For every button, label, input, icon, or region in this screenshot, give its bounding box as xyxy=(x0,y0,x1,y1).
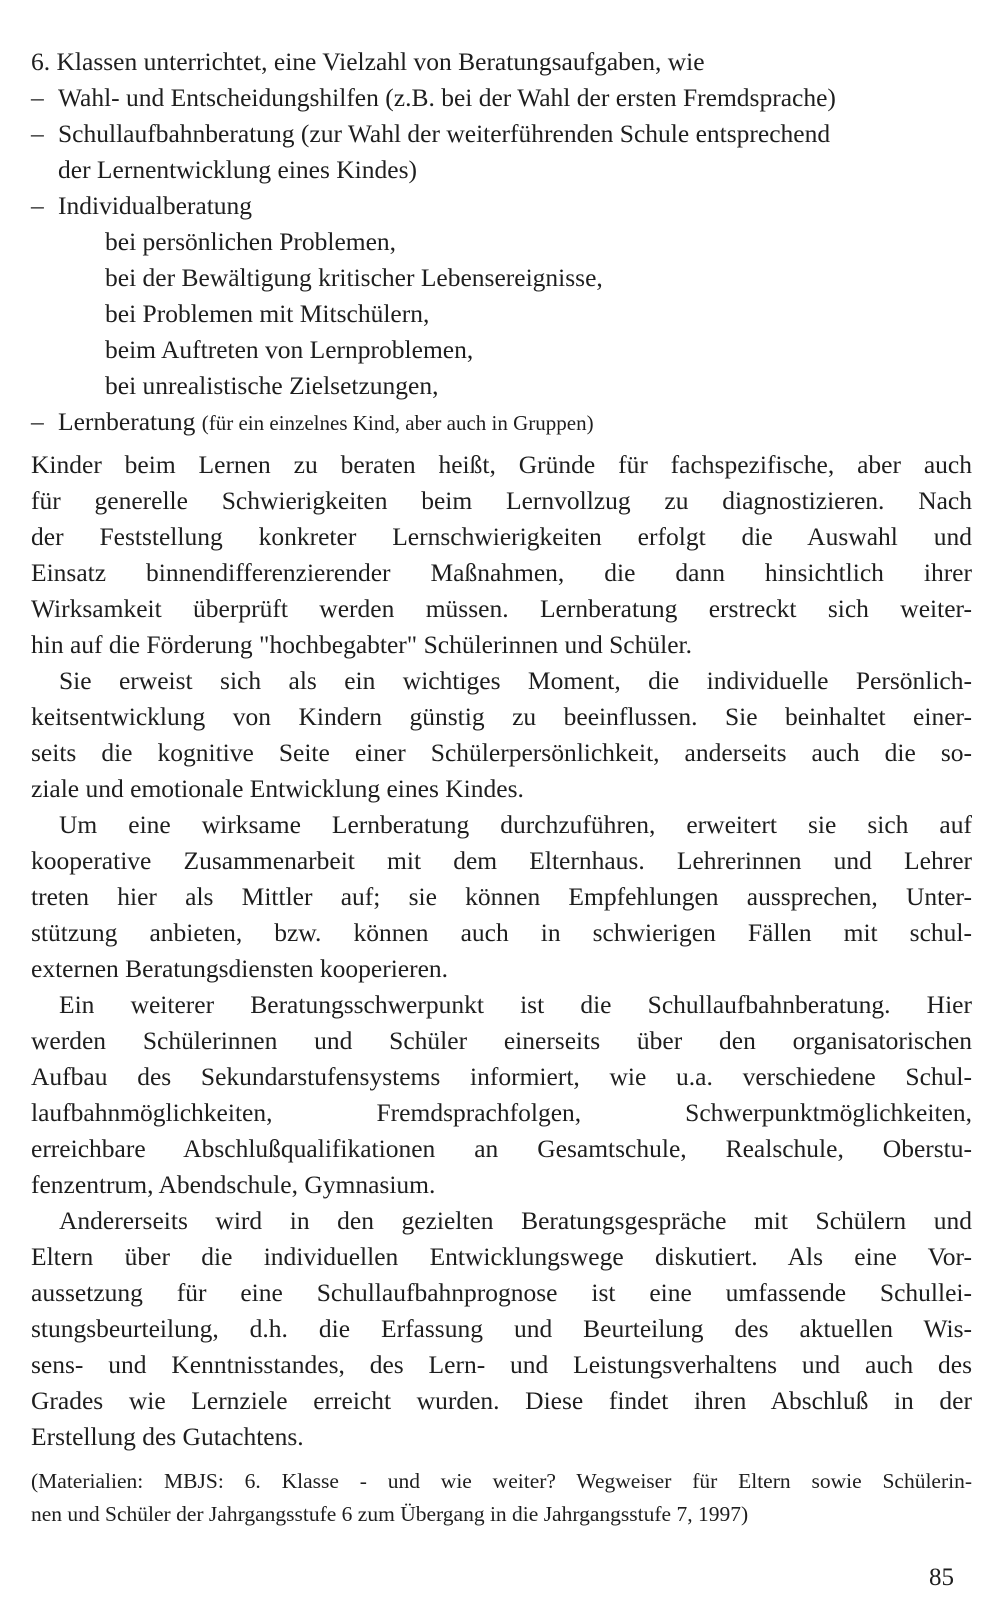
text-line: Einsatz binnendifferenzierender Maßnahmen, die dann hinsichtlich ihrer xyxy=(31,558,972,587)
text-line: treten hier als Mittler auf; sie können Empfehlungen aussprechen, Unter- xyxy=(31,882,972,911)
text-line: der Feststellung konkreter Lernschwierigkeiten erfolgt die Auswahl und xyxy=(31,522,972,551)
body-text xyxy=(31,447,972,1455)
text-line: stützung anbieten, bzw. können auch in schwierigen Fällen mit schul- xyxy=(31,918,972,947)
dash-bullet: – xyxy=(31,119,44,148)
paragraph-lernberatung xyxy=(31,447,972,663)
dash-bullet: – xyxy=(31,83,44,112)
source-reference xyxy=(31,1465,972,1531)
paragraph-persoenlichkeit xyxy=(31,663,972,807)
list-item-schullaufbahnberatung xyxy=(31,116,972,152)
text-line: Kinder beim Lernen zu beraten heißt, Gründe für fachspezifische, aber auch xyxy=(31,450,972,479)
sub-list-item: beim Auftreten von Lernproblemen, xyxy=(105,335,474,364)
list-item-text: Lernberatung xyxy=(58,407,196,436)
text-line: Grades wie Lernziele erreicht wurden. Diese findet ihren Abschluß in der xyxy=(31,1386,972,1415)
text-line: ziale und emotionale Entwicklung eines Kindes. xyxy=(31,774,524,803)
text-line: Andererseits wird in den gezielten Beratungsgespräche mit Schülern und xyxy=(59,1206,972,1235)
sub-list-item: bei Problemen mit Mitschülern, xyxy=(105,299,430,328)
text-line: hin auf die Förderung "hochbegabter" Schülerinnen und Schüler. xyxy=(31,630,692,659)
text-line: Aufbau des Sekundarstufensystems informiert, wie u.a. verschiedene Schul- xyxy=(31,1062,972,1091)
list-item-text: Schullaufbahnberatung (zur Wahl der weiterführenden Schule entsprechend xyxy=(58,119,831,148)
text-line: Wirksamkeit überprüft werden müssen. Lernberatung erstreckt sich weiter- xyxy=(31,594,972,623)
list-item-text: Wahl- und Entscheidungshilfen (z.B. bei der Wahl der ersten Fremdsprache) xyxy=(58,83,836,112)
text-line: Um eine wirksame Lernberatung durchzuführen, erweitert sie sich auf xyxy=(59,810,972,839)
reference-line: (Materialien: MBJS: 6. Klasse - und wie weiter? Wegweiser für Eltern sowie Schülerin- xyxy=(31,1469,972,1493)
text-line: Sie erweist sich als ein wichtiges Moment, die individuelle Persönlich- xyxy=(59,666,972,695)
dash-bullet: – xyxy=(31,407,44,436)
list-item-note: (für ein einzelnes Kind, aber auch in Gruppen) xyxy=(201,411,594,435)
advice-list xyxy=(31,80,972,441)
list-item-wahlhilfen xyxy=(31,80,972,116)
text-line: keitsentwicklung von Kindern günstig zu beeinflussen. Sie beinhaltet einer- xyxy=(31,702,972,731)
text-line: kooperative Zusammenarbeit mit dem Elternhaus. Lehrerinnen und Lehrer xyxy=(31,846,972,875)
text-line: Eltern über die individuellen Entwicklungswege diskutiert. Als eine Vor- xyxy=(31,1242,972,1271)
reference-line: nen und Schüler der Jahrgangsstufe 6 zum Übergang in die Jahrgangsstufe 7, 1997) xyxy=(31,1502,749,1526)
text-line: fenzentrum, Abendschule, Gymnasium. xyxy=(31,1170,436,1199)
page-number: 85 xyxy=(929,1564,954,1591)
paragraph-gutachten xyxy=(31,1203,972,1455)
list-item-lernberatung xyxy=(31,404,972,441)
sub-list-item: bei unrealistische Zielsetzungen, xyxy=(105,371,439,400)
sub-list-item: bei persönlichen Problemen, xyxy=(105,227,397,256)
list-item-individualberatung xyxy=(31,188,972,224)
text-line: werden Schülerinnen und Schüler einerseits über den organisatorischen xyxy=(31,1026,972,1055)
text-line: Ein weiterer Beratungsschwerpunkt ist die Schullaufbahnberatung. Hier xyxy=(59,990,972,1019)
text-line: für generelle Schwierigkeiten beim Lernvollzug zu diagnostizieren. Nach xyxy=(31,486,972,515)
text-line: erreichbare Abschlußqualifikationen an Gesamtschule, Realschule, Oberstu- xyxy=(31,1134,972,1163)
paragraph-elternhaus xyxy=(31,807,972,987)
list-item-continuation: der Lernentwicklung eines Kindes) xyxy=(58,155,418,184)
sub-list-item: bei der Bewältigung kritischer Lebensereignisse, xyxy=(105,263,603,292)
dash-bullet: – xyxy=(31,191,44,220)
text-line: sens- und Kenntnisstandes, des Lern- und Leistungsverhaltens und auch des xyxy=(31,1350,972,1379)
text-line: seits die kognitive Seite einer Schülerpersönlichkeit, anderseits auch die so- xyxy=(31,738,972,767)
paragraph-schullaufbahn xyxy=(31,987,972,1203)
text-line: stungsbeurteilung, d.h. die Erfassung und Beurteilung des aktuellen Wis- xyxy=(31,1314,972,1343)
text-line: externen Beratungsdiensten kooperieren. xyxy=(31,954,449,983)
text-line: Erstellung des Gutachtens. xyxy=(31,1422,304,1451)
intro-line: 6. Klassen unterrichtet, eine Vielzahl von Beratungsaufgaben, wie xyxy=(31,47,705,76)
list-item-text: Individualberatung xyxy=(58,191,253,220)
text-line: aussetzung für eine Schullaufbahnprognose ist eine umfassende Schullei- xyxy=(31,1278,972,1307)
text-line: laufbahnmöglichkeiten, Fremdsprachfolgen, Schwerpunktmöglichkeiten, xyxy=(31,1098,972,1127)
